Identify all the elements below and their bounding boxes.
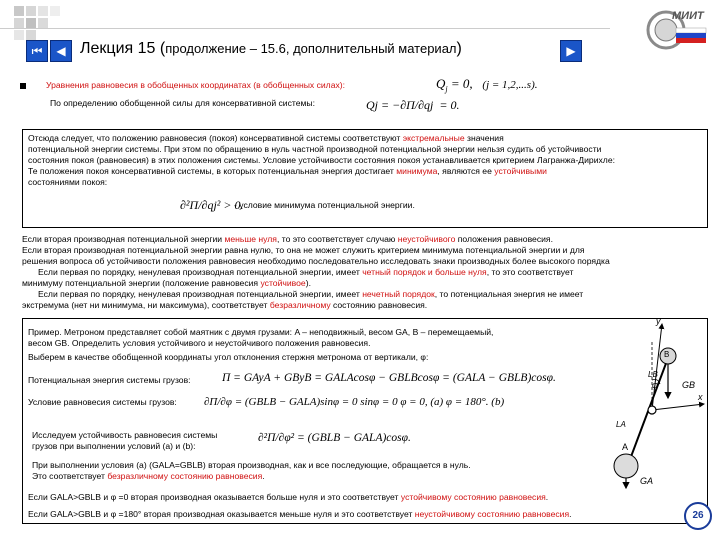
decor-square bbox=[26, 18, 36, 28]
nav-next-button[interactable]: ▶ bbox=[560, 40, 582, 62]
decor-square bbox=[26, 30, 36, 40]
nav-first-button[interactable]: ⏮ bbox=[26, 40, 48, 62]
box1-line-4: Те положения покоя консервативной системы, в которых потенциальная энергия достигает минимума, являются ее устойчивыми bbox=[28, 166, 547, 176]
label-gb: GB bbox=[682, 380, 696, 390]
investigate-line-1: Исследуем устойчивость равновесия системы bbox=[32, 430, 218, 440]
decor-square bbox=[38, 6, 48, 16]
case-a-line-2: Это соответствует безразличному состоянию равновесия. bbox=[32, 471, 265, 481]
condition-label: - условие минимума потенциальной энергии. bbox=[234, 200, 415, 210]
example-line-1: Пример. Метроном представляет собой маятник с двумя грузами: A – неподвижный, весом GA, B – перемещаемый, bbox=[28, 327, 494, 337]
label-x: x bbox=[698, 392, 703, 402]
equation-q-zero: $Q_j = 0$, (j = 1,2,...s). bbox=[436, 76, 538, 94]
block2-line-6: Если первая по порядку, ненулевая производная потенциальной энергии, имеет нечетный порядок, то потенциальная энергия не имеет bbox=[38, 289, 584, 299]
logo-text: МИИТ bbox=[672, 10, 704, 22]
bullet bbox=[20, 83, 26, 89]
page-title: Лекция 15 (продолжение – 15.6, дополнительный материал) bbox=[80, 40, 462, 57]
unstable-case-line: Если GALA>GBLB и φ =180° вторая производная оказывается меньше нуля и это соответствует неустойчивому состоянию равновесия. bbox=[28, 509, 572, 519]
equation-equilibrium: ∂П/∂φ = (GBLB − GALA)sinφ = 0 sinφ = 0 φ = 0, (a) φ = 180°. (b) bbox=[204, 396, 505, 408]
case-a-line-1: При выполнении условия (a) (GALA=GBLB) вторая производная, как и все последующие, обращается в нуль. bbox=[32, 460, 471, 470]
decor-square bbox=[26, 6, 36, 16]
pendulum-rod bbox=[626, 358, 668, 470]
block2-line-3: решения вопроса об устойчивости положения равновесия необходимо последовательно исследовать знаки производных более высокого порядка bbox=[22, 256, 610, 266]
intro-definition-text: По определению обобщенной силы для консервативной системы: bbox=[50, 98, 315, 108]
label-y: y bbox=[656, 316, 661, 326]
x-axis bbox=[652, 404, 704, 410]
potential-energy-label: Потенциальная энергия системы грузов: bbox=[28, 375, 191, 385]
label-b: B bbox=[664, 350, 670, 359]
box1-line-5: состояниями покоя: bbox=[28, 177, 108, 187]
box1-line-2: потенциальной энергии системы. При этом по обращению в нуль частной производной потенциальной энергии нельзя судить об устойчивости bbox=[28, 144, 602, 154]
header-divider bbox=[0, 28, 610, 29]
page-number-badge: 26 bbox=[684, 502, 712, 530]
equilibrium-condition-label: Условие равновесия системы грузов: bbox=[28, 397, 177, 407]
investigate-line-2: грузов при выполнении условий (a) и (b): bbox=[32, 441, 196, 451]
block2-line-5: минимуму потенциальной энергии (положение равновесия устойчивое). bbox=[22, 278, 311, 288]
box1-line-3: состояния покоя (равновесия) в этих положения системы. Условие устойчивости состояния покоя устанавливается критерием Лагранжа-Дирихле: bbox=[28, 155, 615, 165]
pivot bbox=[648, 406, 656, 414]
mass-a bbox=[614, 454, 638, 478]
decor-square bbox=[14, 18, 24, 28]
decor-square bbox=[14, 30, 24, 40]
label-lb: LB bbox=[648, 370, 658, 379]
equation-second-derivative: ∂²П/∂qj² > 0. bbox=[180, 198, 244, 212]
equation-potential-energy: П = GAyA + GByB = GALAcosφ − GBLBcosφ = (GALA − GBLB)cosφ. bbox=[222, 372, 556, 384]
label-ga: GA bbox=[640, 476, 654, 486]
box1-line-1: Отсюда следует, что положению равновесия (покоя) консервативной системы соответствуют экстремальные значения bbox=[28, 133, 504, 143]
block2-line-2: Если вторая производная потенциальной энергии равна нулю, то она не может служить критерием минимума потенциальной энергии и для bbox=[22, 245, 585, 255]
block2-line-7: экстремума (нет ни минимума, ни максимума), соответствует безразличному состоянию равновесия. bbox=[22, 300, 428, 310]
label-a: A bbox=[622, 442, 629, 452]
example-line-3: Выберем в качестве обобщенной координаты угол отклонения стержня метронома от вертикали, φ: bbox=[28, 352, 429, 362]
decor-square bbox=[14, 6, 24, 16]
metronome-figure bbox=[596, 316, 708, 490]
equation-generalized-force: Qj = −∂П/∂qj = 0. bbox=[366, 98, 460, 112]
decor-square bbox=[38, 18, 48, 28]
stable-case-line: Если GALA>GBLB и φ =0 вторая производная оказывается больше нуля и это соответствует устойчивому состоянию равновесия. bbox=[28, 492, 549, 502]
example-line-2: весом GB. Определить условия устойчивого и неустойчивого положения равновесия. bbox=[28, 338, 371, 348]
logo bbox=[644, 6, 708, 56]
block2-line-4: Если первая по порядку, ненулевая производная потенциальной энергии, имеет четный порядок и больше нуля, то это соответствует bbox=[38, 267, 574, 277]
label-phi: φ bbox=[652, 380, 658, 390]
block2-line-1: Если вторая производная потенциальной энергии меньше нуля, то это соответствует случаю неустойчивого положения равновесия. bbox=[22, 234, 553, 244]
nav-prev-button[interactable]: ◀ bbox=[50, 40, 72, 62]
label-la: LA bbox=[616, 420, 626, 429]
equation-second-derivative-phi: ∂²П/∂φ² = (GBLB − GALA)cosφ. bbox=[258, 432, 411, 444]
decor-square bbox=[50, 6, 60, 16]
intro-bullet-text: Уравнения равновесия в обобщенных координатах (в обобщенных силах): bbox=[46, 80, 346, 90]
